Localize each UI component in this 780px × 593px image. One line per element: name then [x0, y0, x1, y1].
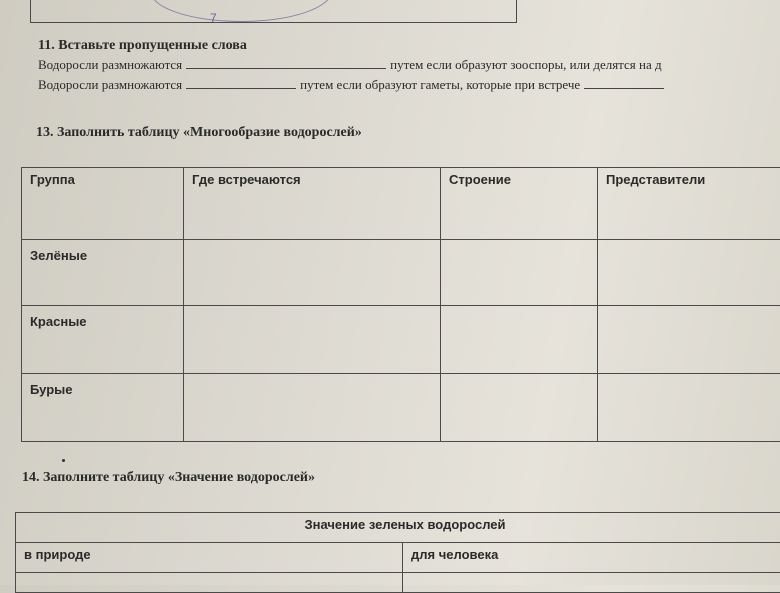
cell-brown-habitat[interactable]: [184, 374, 441, 442]
algae-importance-table: [15, 512, 780, 593]
header-structure: Строение: [441, 168, 598, 240]
cell-red-habitat[interactable]: [184, 306, 441, 374]
sketch-mark: 7: [210, 11, 217, 25]
cell-green-habitat[interactable]: [184, 240, 441, 306]
cell-red-structure[interactable]: [441, 306, 598, 374]
table-row: [22, 374, 780, 442]
importance-table-title: Значение зеленых водорослей: [16, 513, 780, 543]
cell-green-structure[interactable]: [441, 240, 598, 306]
header-group: Группа: [22, 168, 184, 240]
cell-green-representatives[interactable]: [598, 240, 780, 306]
q11-line2: [38, 77, 668, 93]
row-brown: Бурые: [22, 374, 184, 442]
cell-brown-representatives[interactable]: [598, 374, 780, 442]
q11-line1-start: Водоросли размножаются: [38, 57, 182, 72]
pencil-dot: [62, 459, 65, 462]
q11-blank-2[interactable]: [186, 78, 296, 89]
table-row: [22, 240, 780, 306]
q11-line2-start: Водоросли размножаются: [38, 77, 182, 92]
header-in-nature: в природе: [16, 543, 403, 573]
header-representatives: Представители: [598, 168, 780, 240]
header-for-humans: для человека: [403, 543, 780, 573]
algae-diversity-table: [21, 167, 780, 442]
cell-brown-structure[interactable]: [441, 374, 598, 442]
row-green: Зелёные: [22, 240, 184, 306]
table-header-row: [16, 543, 780, 573]
table-row: [16, 573, 780, 593]
cell-in-nature[interactable]: [16, 573, 403, 593]
table-title-row: [16, 513, 780, 543]
q11-blank-3[interactable]: [584, 78, 664, 89]
row-red: Красные: [22, 306, 184, 374]
q13-title: 13. Заполнить таблицу «Многообразие водорослей»: [36, 125, 362, 141]
q14-title: 14. Заполните таблицу «Значение водорослей»: [22, 470, 315, 486]
q11-line1-end: путем если образуют зооспоры, или делятся на д: [390, 57, 661, 72]
cell-red-representatives[interactable]: [598, 306, 780, 374]
q11-title: 11. Вставьте пропущенные слова: [38, 38, 247, 54]
table-row: [22, 306, 780, 374]
header-habitat: Где встречаются: [184, 168, 441, 240]
q11-line1: [38, 57, 662, 73]
q11-line2-end: путем если образуют гаметы, которые при встрече: [300, 77, 580, 92]
cell-for-humans[interactable]: [403, 573, 780, 593]
table-header-row: [22, 168, 780, 240]
q11-blank-1[interactable]: [186, 58, 386, 69]
